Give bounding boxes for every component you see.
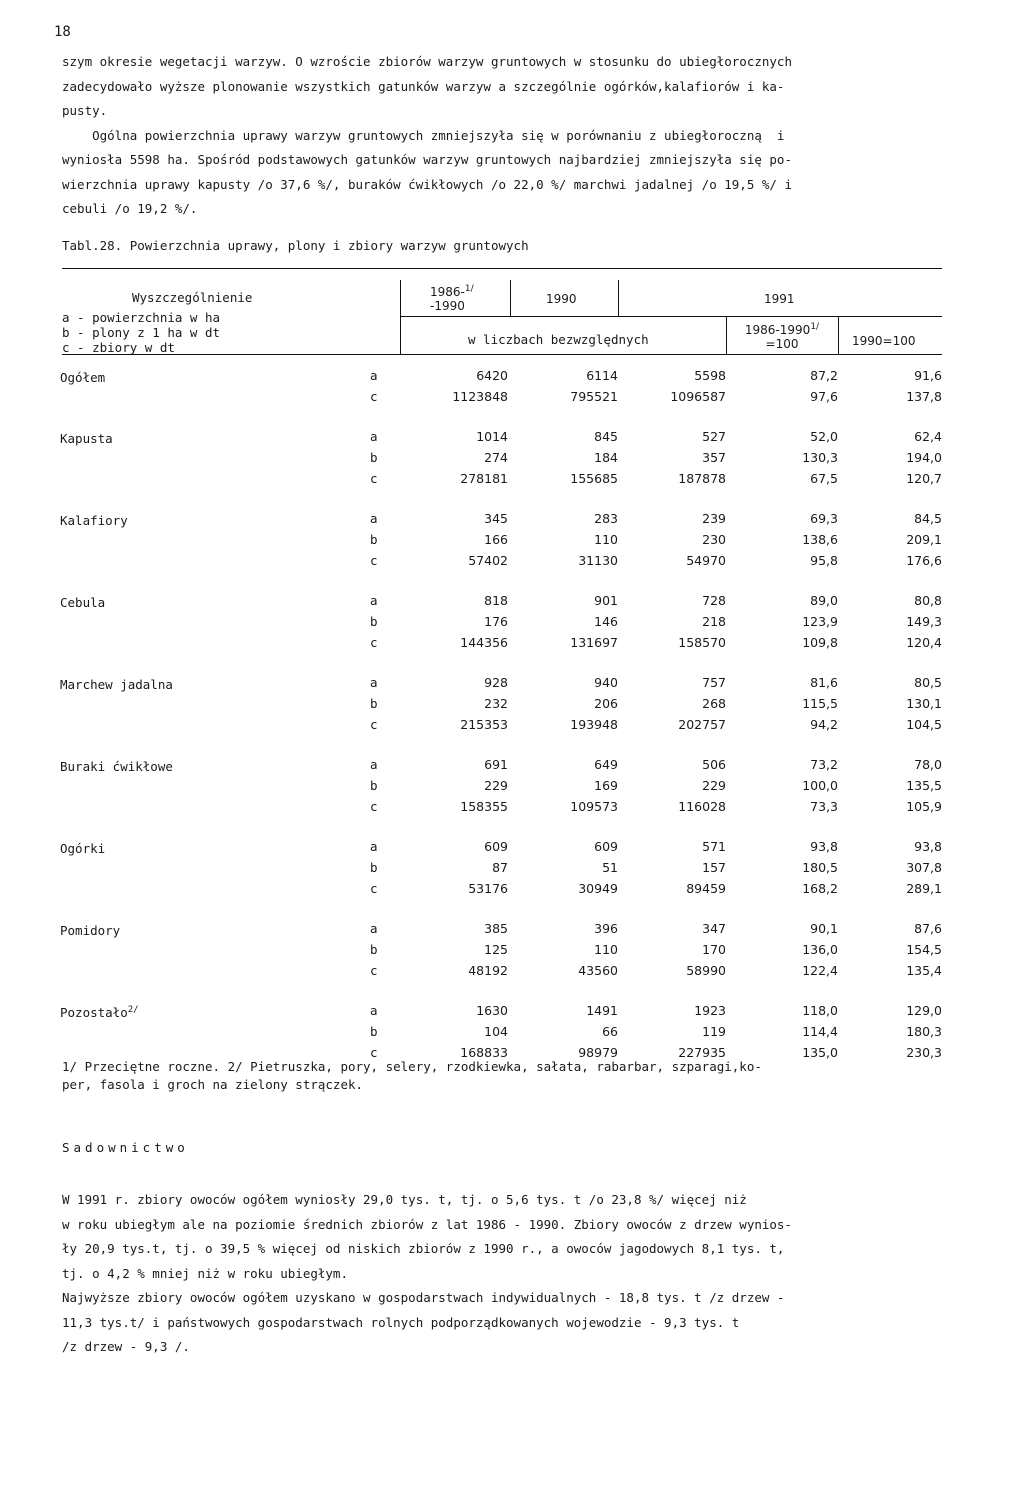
table-cell: 67,5 (810, 471, 838, 486)
table-cell: 239 (702, 511, 726, 526)
category-name: Buraki ćwikłowe (60, 759, 173, 774)
table-cell: 81,6 (810, 675, 838, 690)
row-code: b (370, 778, 378, 793)
table-cell: 168833 (460, 1045, 508, 1060)
table-cell: 89459 (686, 881, 726, 896)
table-cell: 149,3 (906, 614, 942, 629)
table-cell: 119 (702, 1024, 726, 1039)
table-cell: 53176 (468, 881, 508, 896)
table-cell: 1630 (476, 1003, 508, 1018)
table-cell: 307,8 (906, 860, 942, 875)
table-row (0, 921, 1024, 941)
table-cell: 130,3 (802, 450, 838, 465)
table-cell: 43560 (578, 963, 618, 978)
row-code: b (370, 696, 378, 711)
table-cell: 347 (702, 921, 726, 936)
table-cell: 229 (484, 778, 508, 793)
row-code: b (370, 860, 378, 875)
body-line: 11,3 tys.t/ i państwowych gospodarstwach rolnych podporządkowanych wojewodzie - 9,3 tys. t (62, 1314, 740, 1330)
table-cell: 158570 (678, 635, 726, 650)
table-cell: 48192 (468, 963, 508, 978)
table-cell: 1491 (586, 1003, 618, 1018)
row-code: a (370, 757, 378, 772)
header-desc-a: a - powierzchnia w ha (62, 310, 221, 325)
table-cell: 6114 (586, 368, 618, 383)
table-cell: 30949 (578, 881, 618, 896)
category-name: Pozostało (60, 1005, 128, 1021)
row-code: b (370, 1024, 378, 1039)
table-cell: 194,0 (906, 450, 942, 465)
page-number: 18 (54, 24, 71, 40)
table-cell: 114,4 (802, 1024, 838, 1039)
header-desc-b: b - plony z 1 ha w dt (62, 325, 221, 340)
table-cell: 1923 (694, 1003, 726, 1018)
row-code: a (370, 368, 378, 383)
row-code: c (370, 471, 378, 486)
header-desc-title: Wyszczególnienie (132, 290, 253, 305)
table-cell: 137,8 (906, 389, 942, 404)
row-code: c (370, 799, 378, 814)
table-cell: 230,3 (906, 1045, 942, 1060)
table-cell: 691 (484, 757, 508, 772)
body-line: tj. o 4,2 % mniej niż w roku ubiegłym. (62, 1265, 348, 1281)
table-row (0, 675, 1024, 695)
table-cell: 649 (594, 757, 618, 772)
header-col2: 1990 (546, 292, 577, 306)
table-cell: 95,8 (810, 553, 838, 568)
table-cell: 218 (702, 614, 726, 629)
table-cell: 122,4 (802, 963, 838, 978)
table-cell: 80,5 (914, 675, 942, 690)
table-cell: 180,5 (802, 860, 838, 875)
header-idx1-bottom: =100 (765, 337, 799, 351)
header-divider (618, 280, 619, 316)
header-idx1 (732, 322, 832, 351)
table-cell: 78,0 (914, 757, 942, 772)
header-idx1-top: 1986-1990 (744, 323, 811, 337)
row-code: a (370, 839, 378, 854)
row-code: a (370, 429, 378, 444)
table-cell: 169 (594, 778, 618, 793)
table-cell: 87,2 (810, 368, 838, 383)
table-cell: 69,3 (810, 511, 838, 526)
table-row (0, 471, 1024, 491)
table-cell: 94,2 (810, 717, 838, 732)
table-cell: 506 (702, 757, 726, 772)
table-row (0, 942, 1024, 962)
table-cell: 62,4 (914, 429, 942, 444)
table-cell: 357 (702, 450, 726, 465)
table-cell: 278181 (460, 471, 508, 486)
footnote-ref: 1/ (810, 322, 820, 332)
row-code: b (370, 614, 378, 629)
table-cell: 89,0 (810, 593, 838, 608)
table-cell: 940 (594, 675, 618, 690)
table-cell: 170 (702, 942, 726, 957)
table-cell: 31130 (578, 553, 618, 568)
table-cell: 73,3 (810, 799, 838, 814)
table-row (0, 593, 1024, 613)
table-row (0, 839, 1024, 859)
table-cell: 157 (702, 860, 726, 875)
header-divider (510, 280, 511, 316)
table-cell: 97,6 (810, 389, 838, 404)
category-name: Ogórki (60, 841, 106, 856)
row-code: a (370, 675, 378, 690)
header-col1-top: 1986- (430, 285, 465, 299)
table-cell: 155685 (570, 471, 618, 486)
table-cell: 166 (484, 532, 508, 547)
table-cell: 66 (602, 1024, 618, 1039)
table-cell: 609 (484, 839, 508, 854)
table-row (0, 799, 1024, 819)
table-cell: 385 (484, 921, 508, 936)
table-cell: 73,2 (810, 757, 838, 772)
table-cell: 193948 (570, 717, 618, 732)
table-row (0, 511, 1024, 531)
table-cell: 227935 (678, 1045, 726, 1060)
table-cell: 84,5 (914, 511, 942, 526)
header-col1 (430, 284, 474, 313)
header-col1-bottom: -1990 (430, 299, 465, 313)
table-cell: 125 (484, 942, 508, 957)
header-divider (838, 316, 839, 354)
table-row (0, 368, 1024, 388)
table-cell: 98979 (578, 1045, 618, 1060)
intro-line: wierzchnia uprawy kapusty /o 37,6 %/, buraków ćwikłowych /o 22,0 %/ marchwi jadalnej /o 19,5 %/ i (62, 176, 792, 192)
table-cell: 120,4 (906, 635, 942, 650)
table-row (0, 757, 1024, 777)
table-cell: 845 (594, 429, 618, 444)
row-code: c (370, 1045, 378, 1060)
table-cell: 154,5 (906, 942, 942, 957)
table-cell: 928 (484, 675, 508, 690)
footnote (62, 1058, 962, 1094)
header-bottom-rule (62, 354, 942, 355)
body-line: w roku ubiegłym ale na poziomie średnich zbiorów z lat 1986 - 1990. Zbiory owoców z drzew wynios- (62, 1216, 792, 1232)
body-line: Najwyższe zbiory owoców ogółem uzyskano w gospodarstwach indywidualnych - 18,8 tys. t /z drzew - (62, 1290, 785, 1305)
table-row (0, 635, 1024, 655)
table-cell: 144356 (460, 635, 508, 650)
table-cell: 109,8 (802, 635, 838, 650)
row-code: c (370, 553, 378, 568)
intro-line: Ogólna powierzchnia uprawy warzyw gruntowych zmniejszyła się w porównaniu z ubiegłoroczną i (62, 127, 785, 143)
body-line: W 1991 r. zbiory owoców ogółem wyniosły 29,0 tys. t, tj. o 5,6 tys. t /o 23,8 %/ więcej niż (62, 1192, 747, 1207)
table-row (0, 963, 1024, 983)
table-cell: 206 (594, 696, 618, 711)
table-cell: 396 (594, 921, 618, 936)
table-cell: 289,1 (906, 881, 942, 896)
table-cell: 130,1 (906, 696, 942, 711)
row-code: b (370, 532, 378, 547)
table-cell: 1014 (476, 429, 508, 444)
table-cell: 52,0 (810, 429, 838, 444)
table-cell: 527 (702, 429, 726, 444)
table-cell: 91,6 (914, 368, 942, 383)
category-name: Ogółem (60, 370, 106, 385)
table-row (0, 450, 1024, 470)
table-cell: 54970 (686, 553, 726, 568)
table-cell: 168,2 (802, 881, 838, 896)
table-cell: 184 (594, 450, 618, 465)
table-row (0, 717, 1024, 737)
table-cell: 110 (594, 532, 618, 547)
table-cell: 202757 (678, 717, 726, 732)
table-cell: 100,0 (802, 778, 838, 793)
row-code: c (370, 963, 378, 978)
table-cell: 87,6 (914, 921, 942, 936)
table-cell: 129,0 (906, 1003, 942, 1018)
intro-line: cebuli /o 19,2 %/. (62, 201, 198, 216)
table-cell: 57402 (468, 553, 508, 568)
table-row (0, 1003, 1024, 1023)
header-mid-rule (400, 316, 942, 317)
table-cell: 105,9 (906, 799, 942, 814)
table-cell: 51 (602, 860, 618, 875)
table-row (0, 389, 1024, 409)
table-cell: 109573 (570, 799, 618, 814)
table-cell: 230 (702, 532, 726, 547)
category-name: Marchew jadalna (60, 677, 173, 692)
category-name: Kalafiory (60, 513, 128, 528)
header-abs-label: w liczbach bezwzględnych (468, 332, 649, 347)
table-top-rule (62, 268, 942, 269)
table-cell: 104,5 (906, 717, 942, 732)
footnote-line: 1/ Przeciętne roczne. 2/ Pietruszka, pory, selery, rzodkiewka, sałata, rabarbar, szparagi,ko- (62, 1059, 762, 1074)
table-cell: 229 (702, 778, 726, 793)
header-divider (400, 280, 401, 354)
table-cell: 232 (484, 696, 508, 711)
table-cell: 58990 (686, 963, 726, 978)
table-cell: 274 (484, 450, 508, 465)
body-line: ły 20,9 tys.t, tj. o 39,5 % więcej od niskich zbiorów z 1990 r., a owoców jagodowych 8,1 tys. t, (62, 1241, 785, 1256)
table-cell: 795521 (570, 389, 618, 404)
row-code: c (370, 881, 378, 896)
header-divider (726, 316, 727, 354)
table-cell: 609 (594, 839, 618, 854)
table-cell: 283 (594, 511, 618, 526)
header-desc-c: c - zbiory w dt (62, 340, 175, 355)
table-cell: 146 (594, 614, 618, 629)
table-cell: 131697 (570, 635, 618, 650)
table-cell: 6420 (476, 368, 508, 383)
footnote-ref: 1/ (464, 284, 474, 294)
table-row (0, 778, 1024, 798)
table-cell: 80,8 (914, 593, 942, 608)
table-cell: 757 (702, 675, 726, 690)
table-cell: 180,3 (906, 1024, 942, 1039)
table-row (0, 1024, 1024, 1044)
table-cell: 104 (484, 1024, 508, 1039)
table-row (0, 881, 1024, 901)
table-cell: 135,0 (802, 1045, 838, 1060)
table-cell: 187878 (678, 471, 726, 486)
category-name: Kapusta (60, 431, 113, 446)
table-row (0, 696, 1024, 716)
row-code: a (370, 921, 378, 936)
table-row (0, 614, 1024, 634)
section-title: Sadownictwo (62, 1140, 189, 1155)
table-cell: 136,0 (802, 942, 838, 957)
table-cell: 93,8 (810, 839, 838, 854)
intro-paragraph (62, 50, 950, 222)
table-cell: 115,5 (802, 696, 838, 711)
table-cell: 118,0 (802, 1003, 838, 1018)
table-row (0, 553, 1024, 573)
body-line: /z drzew - 9,3 /. (62, 1339, 190, 1354)
header-idx2: 1990=100 (852, 334, 916, 348)
table-cell: 135,4 (906, 963, 942, 978)
table-cell: 135,5 (906, 778, 942, 793)
table-cell: 176,6 (906, 553, 942, 568)
intro-line: zadecydowało wyższe plonowanie wszystkich gatunków warzyw a szczególnie ogórków,kalafiorów i ka- (62, 78, 785, 94)
footnote-line: per, fasola i groch na zielony strączek. (62, 1077, 364, 1092)
table-cell: 215353 (460, 717, 508, 732)
table-cell: 268 (702, 696, 726, 711)
table-cell: 93,8 (914, 839, 942, 854)
table-cell: 1096587 (670, 389, 726, 404)
row-code: a (370, 1003, 378, 1018)
table-cell: 901 (594, 593, 618, 608)
table-cell: 571 (702, 839, 726, 854)
row-code: c (370, 635, 378, 650)
row-code: c (370, 389, 378, 404)
table-cell: 176 (484, 614, 508, 629)
row-code: b (370, 450, 378, 465)
row-code: b (370, 942, 378, 957)
header-col3: 1991 (764, 292, 795, 306)
table-row (0, 860, 1024, 880)
table-cell: 209,1 (906, 532, 942, 547)
table-cell: 90,1 (810, 921, 838, 936)
table-cell: 345 (484, 511, 508, 526)
row-code: a (370, 593, 378, 608)
table-cell: 116028 (678, 799, 726, 814)
category-name: Pomidory (60, 923, 121, 938)
table-cell: 87 (492, 860, 508, 875)
table-cell: 818 (484, 593, 508, 608)
intro-line: pusty. (62, 103, 108, 118)
table-cell: 728 (702, 593, 726, 608)
intro-line: szym okresie wegetacji warzyw. O wzroście zbiorów warzyw gruntowych w stosunku do ubiegłorocznych (62, 54, 792, 69)
row-code: c (370, 717, 378, 732)
intro-line: wyniosła 5598 ha. Spośród podstawowych gatunków warzyw gruntowych najbardziej zmniejszyła się po- (62, 152, 792, 167)
table-cell: 120,7 (906, 471, 942, 486)
category-name: Cebula (60, 595, 106, 610)
table-cell: 138,6 (802, 532, 838, 547)
footnote-ref: 2/ (127, 1005, 139, 1015)
table-cell: 123,9 (802, 614, 838, 629)
table-cell: 158355 (460, 799, 508, 814)
table-row (0, 429, 1024, 449)
row-code: a (370, 511, 378, 526)
table-cell: 110 (594, 942, 618, 957)
table-row (0, 532, 1024, 552)
table-cell: 1123848 (452, 389, 508, 404)
orchard-paragraph (62, 1188, 962, 1360)
table-cell: 5598 (694, 368, 726, 383)
table-caption: Tabl.28. Powierzchnia uprawy, plony i zbiory warzyw gruntowych (62, 238, 529, 253)
